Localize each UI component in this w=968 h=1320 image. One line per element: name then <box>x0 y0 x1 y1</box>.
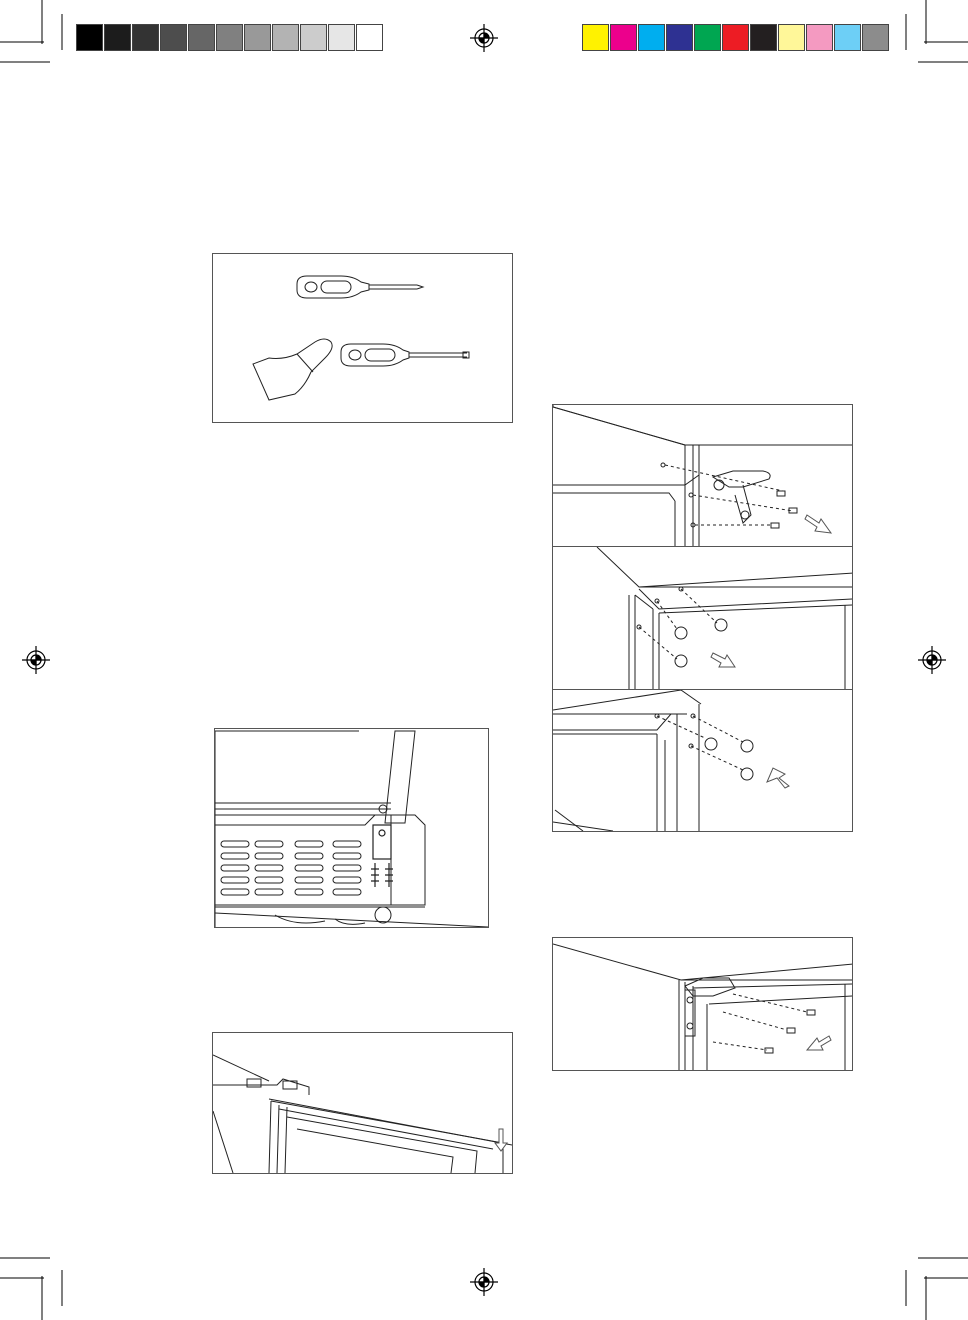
figure-remove-top-hinge <box>552 404 853 547</box>
putty-knife-icon <box>253 339 332 400</box>
direction-arrow-icon <box>807 1036 831 1050</box>
figure-refit-top-hinge <box>552 937 853 1071</box>
direction-arrow-icon <box>711 653 735 667</box>
direction-arrow-icon <box>805 515 831 533</box>
screwdriver-icon <box>297 276 423 298</box>
vent-slots <box>221 841 361 895</box>
figure-bottom-hinge <box>214 728 489 928</box>
screwdriver-icon <box>341 344 469 366</box>
hinge-screws <box>371 825 393 887</box>
figure-door-top <box>212 1032 513 1174</box>
hinge-bracket <box>713 471 770 523</box>
figure-remove-hole-caps <box>552 546 853 690</box>
direction-arrow-icon <box>767 768 789 788</box>
figure-insert-hole-caps <box>552 689 853 832</box>
direction-arrow-icon <box>495 1129 507 1151</box>
figure-tools <box>212 253 513 423</box>
